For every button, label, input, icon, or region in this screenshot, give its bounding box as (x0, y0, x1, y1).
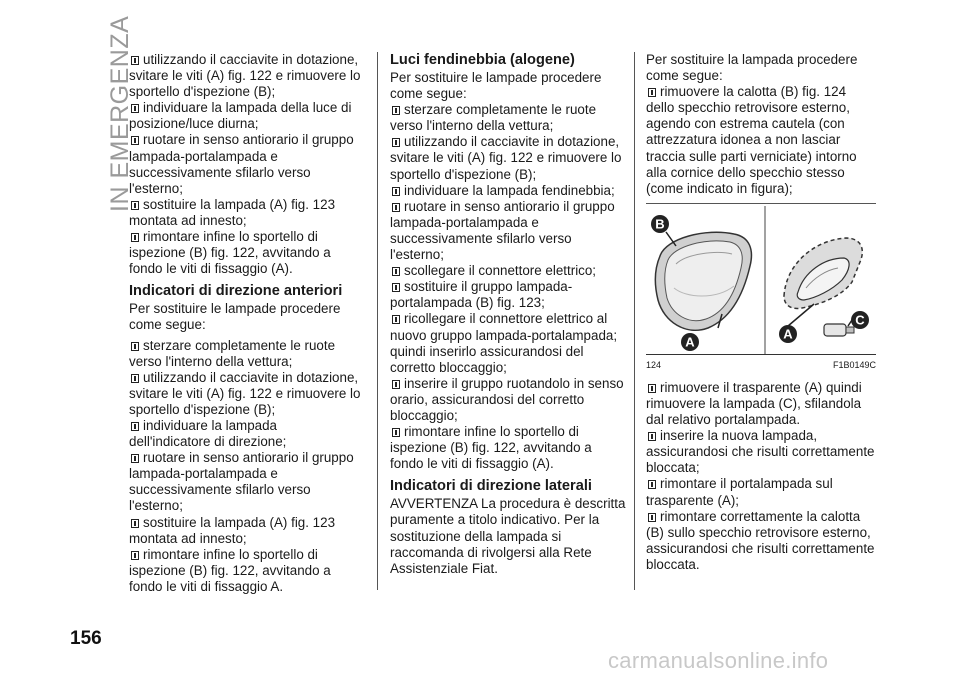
bullet-item (646, 509, 876, 573)
heading-side-indicators: Indicatori di direzione laterali (390, 478, 592, 495)
bullet-item (390, 102, 628, 134)
figure-number: 124 (646, 359, 662, 370)
intro-front-indicators: Per sostituire le lampade procedere come segue: (129, 301, 341, 333)
bullet-item (129, 418, 361, 450)
mirror-drawing (655, 232, 751, 330)
bullet-list-5 (646, 380, 876, 573)
bullet-text: utilizzando il cacciavite in dotazione, svitare le viti (A) fig. 122 e rimuovere lo sportello d'ispezione (B); (129, 369, 361, 417)
bullet-icon (131, 233, 139, 242)
bullet-item (129, 229, 361, 277)
bullet-text: sterzare completamente le ruote verso l'interno della vettura; (390, 102, 597, 134)
bullet-icon (131, 104, 139, 113)
bullet-icon (648, 513, 656, 522)
bullet-item (129, 338, 361, 370)
bullet-text: rimontare infine lo sportello di ispezione (B) fig. 122, avvitando a fondo le viti di fissaggio (A). (129, 229, 331, 277)
bullet-item (129, 52, 361, 100)
bullet-text: individuare la lampada della luce di posizione/luce diurna; (129, 100, 352, 132)
bullet-item (129, 515, 361, 547)
heading-fog-lights: Luci fendinebbia (alogene) (390, 52, 575, 68)
watermark: carmanualsonline.info (608, 648, 829, 673)
bullet-icon (131, 519, 139, 528)
bullet-item (129, 100, 361, 132)
bullet-text: sostituire la lampada (A) fig. 123 montata ad innesto; (129, 196, 336, 228)
bullet-icon (648, 384, 656, 393)
bullet-list-1 (129, 52, 361, 277)
column-3 (646, 52, 876, 573)
bullet-item (129, 197, 361, 229)
bullet-icon (131, 374, 139, 383)
bullet-list-4 (646, 84, 876, 197)
label-c: C (855, 312, 865, 328)
bullet-item (129, 370, 361, 418)
bullet-item (390, 376, 628, 424)
bullet-text: rimontare correttamente la calotta (B) sullo specchio retrovisore esterno, assicurandosi che risulti correttamente bloccata. (646, 508, 875, 572)
bullet-icon (392, 380, 400, 389)
bullet-icon (131, 136, 139, 145)
bullet-text: ruotare in senso antiorario il gruppo lampada-portalampada e successivamente sfilarlo verso l'esterno; (129, 132, 354, 196)
bullet-item (129, 450, 361, 514)
intro-fog-lights: Per sostituire le lampade procedere come segue: (390, 70, 602, 102)
bullet-icon (131, 342, 139, 351)
bullet-text: inserire il gruppo ruotandolo in senso orario, assicurandosi del corretto bloccaggio; (390, 375, 624, 423)
bullet-text: utilizzando il cacciavite in dotazione, svitare le viti (A) fig. 122 e rimuovere lo sportello d'ispezione (B); (129, 52, 361, 100)
bullet-item (390, 424, 628, 472)
bullet-icon (131, 201, 139, 210)
bullet-icon (131, 56, 139, 65)
bullet-item (129, 132, 361, 196)
bullet-item (129, 547, 361, 595)
bullet-icon (131, 551, 139, 560)
bullet-icon (392, 428, 400, 437)
bullet-text: ruotare in senso antiorario il gruppo lampada-portalampada e successivamente sfilarlo verso l'esterno; (129, 450, 354, 514)
section-title (84, 15, 134, 212)
bullet-icon (392, 203, 400, 212)
bullet-item (390, 279, 628, 311)
heading-front-indicators: Indicatori di direzione anteriori (129, 283, 343, 300)
bullet-text: sostituire la lampada (A) fig. 123 montata ad innesto; (129, 514, 336, 546)
bullet-text: ricollegare il connettore elettrico al nuovo gruppo lampada-portalampada; quindi inserirlo assicurandosi del corretto bloccaggio; (390, 311, 618, 375)
bullet-text: rimuovere la calotta (B) fig. 124 dello specchio retrovisore esterno, agendo con estrema cautela (con attrezzatura idonea a non lasciar traccia sulle parti verniciate) intorno alla cornice dello specchio stesso (come indicato in figura); (646, 84, 857, 196)
bullet-text: utilizzando il cacciavite in dotazione, svitare le viti (A) fig. 122 e rimuovere lo sportello d'ispezione (B); (390, 134, 622, 182)
label-a-left: A (685, 334, 695, 350)
bullet-icon (392, 283, 400, 292)
bullet-icon (648, 432, 656, 441)
label-b: B (655, 216, 665, 232)
bullet-item (646, 84, 876, 197)
bullet-item (646, 380, 876, 428)
figure-caption (646, 354, 876, 373)
bullet-icon (131, 422, 139, 431)
bullet-text: rimuovere il trasparente (A) quindi rimuovere la lampada (C), sfilandola dal relativo portalampada. (646, 379, 862, 428)
column-2 (390, 52, 628, 577)
bullet-icon (392, 267, 400, 276)
bullet-text: rimontare infine lo sportello di ispezione (B) fig. 122, avvitando a fondo le viti di fissaggio A. (129, 546, 331, 594)
intro-mirror: Per sostituire la lampada procedere come segue: (646, 52, 858, 84)
bullet-text: sostituire il gruppo lampada-portalampada (B) fig. 123; (390, 279, 573, 311)
bullet-icon (392, 106, 400, 115)
bullet-text: ruotare in senso antiorario il gruppo lampada-portalampada e successivamente sfilarlo verso l'esterno; (390, 198, 615, 263)
warning-paragraph: AVVERTENZA La procedura è descritta puramente a titolo indicativo. Per la sostituzione della lampada si raccomanda di rivolgersi alla Rete Assistenziale Fiat. (390, 496, 626, 576)
bullet-list-2 (129, 338, 361, 596)
bullet-item (390, 311, 628, 375)
bullet-text: inserire la nuova lampada, assicurandosi che risulti correttamente bloccata; (646, 428, 875, 476)
bullet-text: sterzare completamente le ruote verso l'interno della vettura; (129, 337, 336, 369)
bullet-item (646, 428, 876, 476)
bullet-text: rimontare infine lo sportello di ispezione (B) fig. 122, avvitando a fondo le viti di fissaggio (A). (390, 424, 592, 472)
bullet-text: scollegare il connettore elettrico; (404, 263, 597, 279)
bullet-text: rimontare il portalampada sul trasparente (A); (646, 476, 833, 508)
bullet-item (646, 476, 876, 508)
bullet-icon (131, 454, 139, 463)
column-1 (129, 52, 361, 595)
bullet-list-3 (390, 102, 628, 472)
bullet-item (390, 263, 628, 279)
figure-code: F1B0149C (832, 359, 876, 370)
bullet-text: individuare la lampada dell'indicatore di direzione; (129, 417, 287, 450)
section-title-text: IN EMERGENZA (106, 15, 134, 212)
bullet-item (390, 183, 628, 199)
bullet-item (390, 134, 628, 182)
bullet-icon (648, 88, 656, 97)
bullet-icon (392, 315, 400, 324)
page-number: 156 (70, 628, 102, 649)
bullet-item (390, 199, 628, 263)
mirror-illustration (646, 204, 876, 354)
bullet-text: individuare la lampada fendinebbia; (404, 182, 615, 198)
label-a-right: A (783, 326, 793, 342)
bullet-icon (648, 480, 656, 489)
column-divider-1 (377, 52, 378, 590)
column-divider-2 (634, 52, 635, 590)
bullet-icon (392, 187, 400, 196)
figure-124 (646, 203, 876, 376)
bullet-icon (392, 138, 400, 147)
